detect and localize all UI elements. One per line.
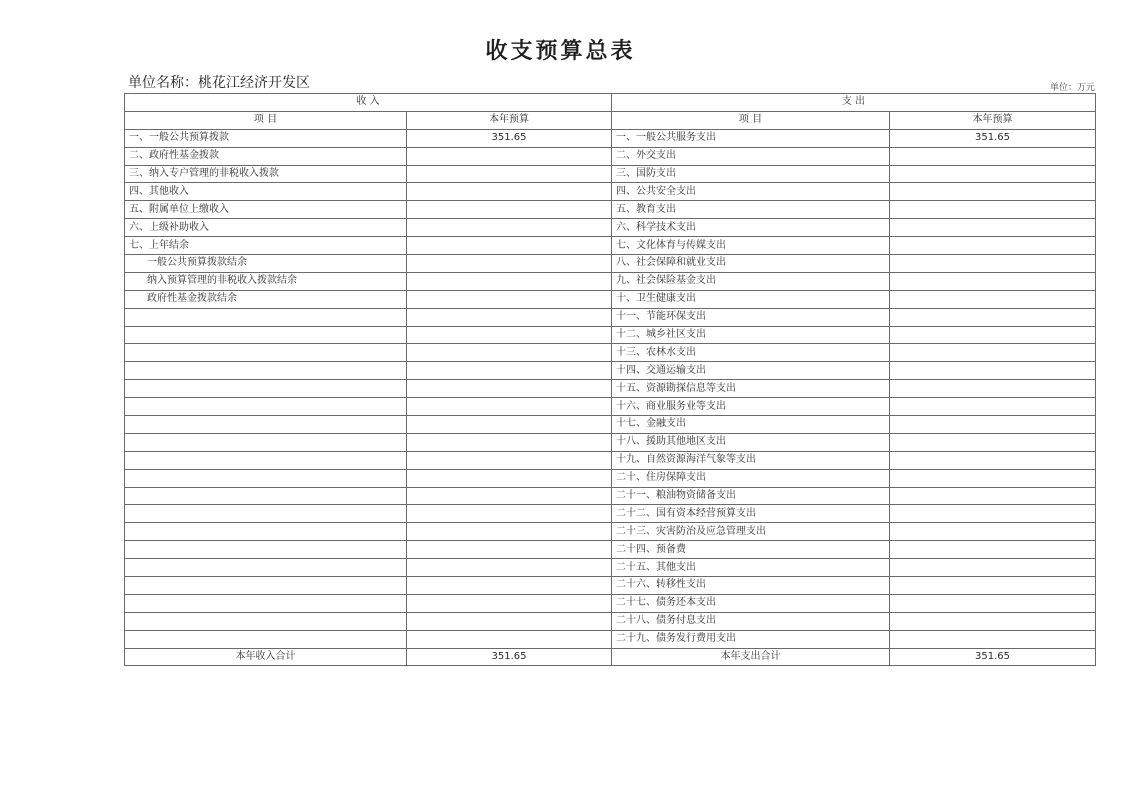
table-row bbox=[125, 362, 1096, 380]
income-item-cell bbox=[125, 326, 407, 344]
expense-amount-cell bbox=[890, 201, 1096, 219]
table-row bbox=[125, 612, 1096, 630]
income-item-cell bbox=[125, 559, 407, 577]
table-row bbox=[125, 577, 1096, 595]
income-amount-cell bbox=[407, 612, 612, 630]
income-amount-cell bbox=[407, 344, 612, 362]
expense-amount-cell bbox=[890, 612, 1096, 630]
income-amount-cell bbox=[407, 237, 612, 255]
table-row bbox=[125, 416, 1096, 434]
expense-total-label: 本年支出合计 bbox=[612, 648, 890, 665]
expense-amount-cell bbox=[890, 577, 1096, 595]
income-amount-cell bbox=[407, 326, 612, 344]
budget-rows bbox=[125, 129, 1096, 648]
income-amount-cell bbox=[407, 594, 612, 612]
income-amount-cell bbox=[407, 451, 612, 469]
income-item-cell bbox=[125, 398, 407, 416]
expense-amount-cell bbox=[890, 326, 1096, 344]
table-row bbox=[125, 237, 1096, 255]
income-item-cell: 一、一般公共预算拨款 bbox=[125, 129, 407, 147]
expense-item-cell: 五、教育支出 bbox=[612, 201, 890, 219]
income-amount-cell bbox=[407, 165, 612, 183]
expense-item-cell: 二十六、转移性支出 bbox=[612, 577, 890, 595]
table-row bbox=[125, 308, 1096, 326]
expense-item-cell: 三、国防支出 bbox=[612, 165, 890, 183]
column-header-row bbox=[125, 111, 1096, 129]
income-amount-cell bbox=[407, 201, 612, 219]
table-row bbox=[125, 165, 1096, 183]
table-row bbox=[125, 290, 1096, 308]
expense-amount-cell bbox=[890, 433, 1096, 451]
expense-total-amount: 351.65 bbox=[890, 648, 1096, 665]
table-row bbox=[125, 129, 1096, 147]
income-amount-cell bbox=[407, 183, 612, 201]
expense-item-cell: 二十九、债务发行费用支出 bbox=[612, 630, 890, 648]
table-row bbox=[125, 469, 1096, 487]
income-item-cell bbox=[125, 487, 407, 505]
expense-amount-cell bbox=[890, 505, 1096, 523]
income-amount-cell bbox=[407, 272, 612, 290]
expense-item-cell: 二十七、债务还本支出 bbox=[612, 594, 890, 612]
expense-item-cell: 十六、商业服务业等支出 bbox=[612, 398, 890, 416]
income-amount-cell bbox=[407, 416, 612, 434]
table-row bbox=[125, 487, 1096, 505]
expense-amount-cell bbox=[890, 487, 1096, 505]
table-row bbox=[125, 326, 1096, 344]
page-title: 收支预算总表 bbox=[485, 38, 636, 64]
unit-name: 单位名称：桃花江经济开发区 bbox=[128, 75, 310, 91]
expense-item-cell: 二十一、粮油物资储备支出 bbox=[612, 487, 890, 505]
expense-amount-cell bbox=[890, 630, 1096, 648]
expense-item-header: 项 目 bbox=[612, 111, 890, 129]
income-item-cell bbox=[125, 630, 407, 648]
expense-item-cell: 二十三、灾害防治及应急管理支出 bbox=[612, 523, 890, 541]
table-row bbox=[125, 201, 1096, 219]
income-amount-cell bbox=[407, 147, 612, 165]
expense-item-cell: 十四、交通运输支出 bbox=[612, 362, 890, 380]
expense-amount-cell bbox=[890, 255, 1096, 273]
income-item-cell: 四、其他收入 bbox=[125, 183, 407, 201]
expense-amount-cell bbox=[890, 469, 1096, 487]
income-amount-cell bbox=[407, 577, 612, 595]
income-section-header: 收 入 bbox=[125, 94, 612, 112]
expense-item-cell: 二十五、其他支出 bbox=[612, 559, 890, 577]
expense-amount-cell bbox=[890, 344, 1096, 362]
expense-amount-cell bbox=[890, 398, 1096, 416]
expense-item-cell: 二十四、预备费 bbox=[612, 541, 890, 559]
income-item-cell bbox=[125, 594, 407, 612]
table-row bbox=[125, 541, 1096, 559]
income-amount-cell bbox=[407, 219, 612, 237]
totals-row bbox=[125, 648, 1096, 665]
expense-item-cell: 十八、援助其他地区支出 bbox=[612, 433, 890, 451]
income-budget-header: 本年预算 bbox=[407, 111, 612, 129]
expense-amount-cell bbox=[890, 237, 1096, 255]
expense-item-cell: 四、公共安全支出 bbox=[612, 183, 890, 201]
expense-item-cell: 十、卫生健康支出 bbox=[612, 290, 890, 308]
income-item-cell bbox=[125, 541, 407, 559]
income-amount-cell bbox=[407, 433, 612, 451]
income-amount-cell bbox=[407, 308, 612, 326]
table-row bbox=[125, 433, 1096, 451]
income-amount-cell bbox=[407, 398, 612, 416]
table-row bbox=[125, 630, 1096, 648]
expense-item-cell: 九、社会保险基金支出 bbox=[612, 272, 890, 290]
expense-item-cell: 十九、自然资源海洋气象等支出 bbox=[612, 451, 890, 469]
expense-amount-cell bbox=[890, 147, 1096, 165]
section-header-row bbox=[125, 94, 1096, 112]
expense-amount-cell bbox=[890, 523, 1096, 541]
table-row bbox=[125, 398, 1096, 416]
income-item-cell bbox=[125, 344, 407, 362]
expense-item-cell: 一、一般公共服务支出 bbox=[612, 129, 890, 147]
income-amount-cell: 351.65 bbox=[407, 129, 612, 147]
expense-item-cell: 二十、住房保障支出 bbox=[612, 469, 890, 487]
currency-unit-label: 单位：万元 bbox=[1049, 83, 1095, 93]
income-item-header: 项 目 bbox=[125, 111, 407, 129]
income-amount-cell bbox=[407, 523, 612, 541]
table-row bbox=[125, 559, 1096, 577]
expense-section-header: 支 出 bbox=[612, 94, 1096, 112]
expense-item-cell: 十五、资源勘探信息等支出 bbox=[612, 380, 890, 398]
income-item-cell bbox=[125, 451, 407, 469]
expense-amount-cell bbox=[890, 362, 1096, 380]
table-row bbox=[125, 451, 1096, 469]
expense-amount-cell bbox=[890, 451, 1096, 469]
expense-budget-header: 本年预算 bbox=[890, 111, 1096, 129]
budget-summary-table bbox=[124, 93, 1096, 666]
income-amount-cell bbox=[407, 487, 612, 505]
income-item-cell: 五、附属单位上缴收入 bbox=[125, 201, 407, 219]
income-item-cell: 纳入预算管理的非税收入拨款结余 bbox=[125, 272, 407, 290]
table-row bbox=[125, 219, 1096, 237]
income-amount-cell bbox=[407, 290, 612, 308]
income-item-cell: 三、纳入专户管理的非税收入拨款 bbox=[125, 165, 407, 183]
table-row bbox=[125, 505, 1096, 523]
table-row bbox=[125, 523, 1096, 541]
expense-item-cell: 二十八、债务付息支出 bbox=[612, 612, 890, 630]
expense-amount-cell bbox=[890, 380, 1096, 398]
expense-item-cell: 十三、农林水支出 bbox=[612, 344, 890, 362]
table-row bbox=[125, 594, 1096, 612]
income-amount-cell bbox=[407, 362, 612, 380]
table-row bbox=[125, 255, 1096, 273]
income-item-cell: 六、上级补助收入 bbox=[125, 219, 407, 237]
income-amount-cell bbox=[407, 541, 612, 559]
expense-amount-cell bbox=[890, 416, 1096, 434]
income-amount-cell bbox=[407, 630, 612, 648]
expense-item-cell: 七、文化体育与传媒支出 bbox=[612, 237, 890, 255]
expense-amount-cell bbox=[890, 308, 1096, 326]
expense-amount-cell bbox=[890, 594, 1096, 612]
table-row bbox=[125, 344, 1096, 362]
income-item-cell bbox=[125, 577, 407, 595]
income-amount-cell bbox=[407, 559, 612, 577]
table-row bbox=[125, 272, 1096, 290]
expense-amount-cell: 351.65 bbox=[890, 129, 1096, 147]
table-row bbox=[125, 380, 1096, 398]
income-amount-cell bbox=[407, 469, 612, 487]
expense-amount-cell bbox=[890, 219, 1096, 237]
expense-item-cell: 十一、节能环保支出 bbox=[612, 308, 890, 326]
income-item-cell bbox=[125, 469, 407, 487]
income-item-cell: 二、政府性基金拨款 bbox=[125, 147, 407, 165]
income-total-label: 本年收入合计 bbox=[125, 648, 407, 665]
income-item-cell bbox=[125, 433, 407, 451]
income-item-cell bbox=[125, 416, 407, 434]
income-item-cell: 政府性基金拨款结余 bbox=[125, 290, 407, 308]
income-item-cell bbox=[125, 380, 407, 398]
income-item-cell bbox=[125, 308, 407, 326]
expense-item-cell: 八、社会保障和就业支出 bbox=[612, 255, 890, 273]
table-row bbox=[125, 147, 1096, 165]
income-amount-cell bbox=[407, 255, 612, 273]
expense-item-cell: 十二、城乡社区支出 bbox=[612, 326, 890, 344]
expense-amount-cell bbox=[890, 559, 1096, 577]
income-total-amount: 351.65 bbox=[407, 648, 612, 665]
income-item-cell bbox=[125, 523, 407, 541]
income-amount-cell bbox=[407, 505, 612, 523]
table-row bbox=[125, 183, 1096, 201]
income-item-cell bbox=[125, 612, 407, 630]
income-item-cell bbox=[125, 362, 407, 380]
income-item-cell: 一般公共预算拨款结余 bbox=[125, 255, 407, 273]
income-amount-cell bbox=[407, 380, 612, 398]
expense-amount-cell bbox=[890, 290, 1096, 308]
expense-item-cell: 二、外交支出 bbox=[612, 147, 890, 165]
expense-amount-cell bbox=[890, 541, 1096, 559]
expense-item-cell: 十七、金融支出 bbox=[612, 416, 890, 434]
expense-item-cell: 二十二、国有资本经营预算支出 bbox=[612, 505, 890, 523]
expense-amount-cell bbox=[890, 165, 1096, 183]
income-item-cell bbox=[125, 505, 407, 523]
expense-amount-cell bbox=[890, 183, 1096, 201]
expense-amount-cell bbox=[890, 272, 1096, 290]
income-item-cell: 七、上年结余 bbox=[125, 237, 407, 255]
expense-item-cell: 六、科学技术支出 bbox=[612, 219, 890, 237]
